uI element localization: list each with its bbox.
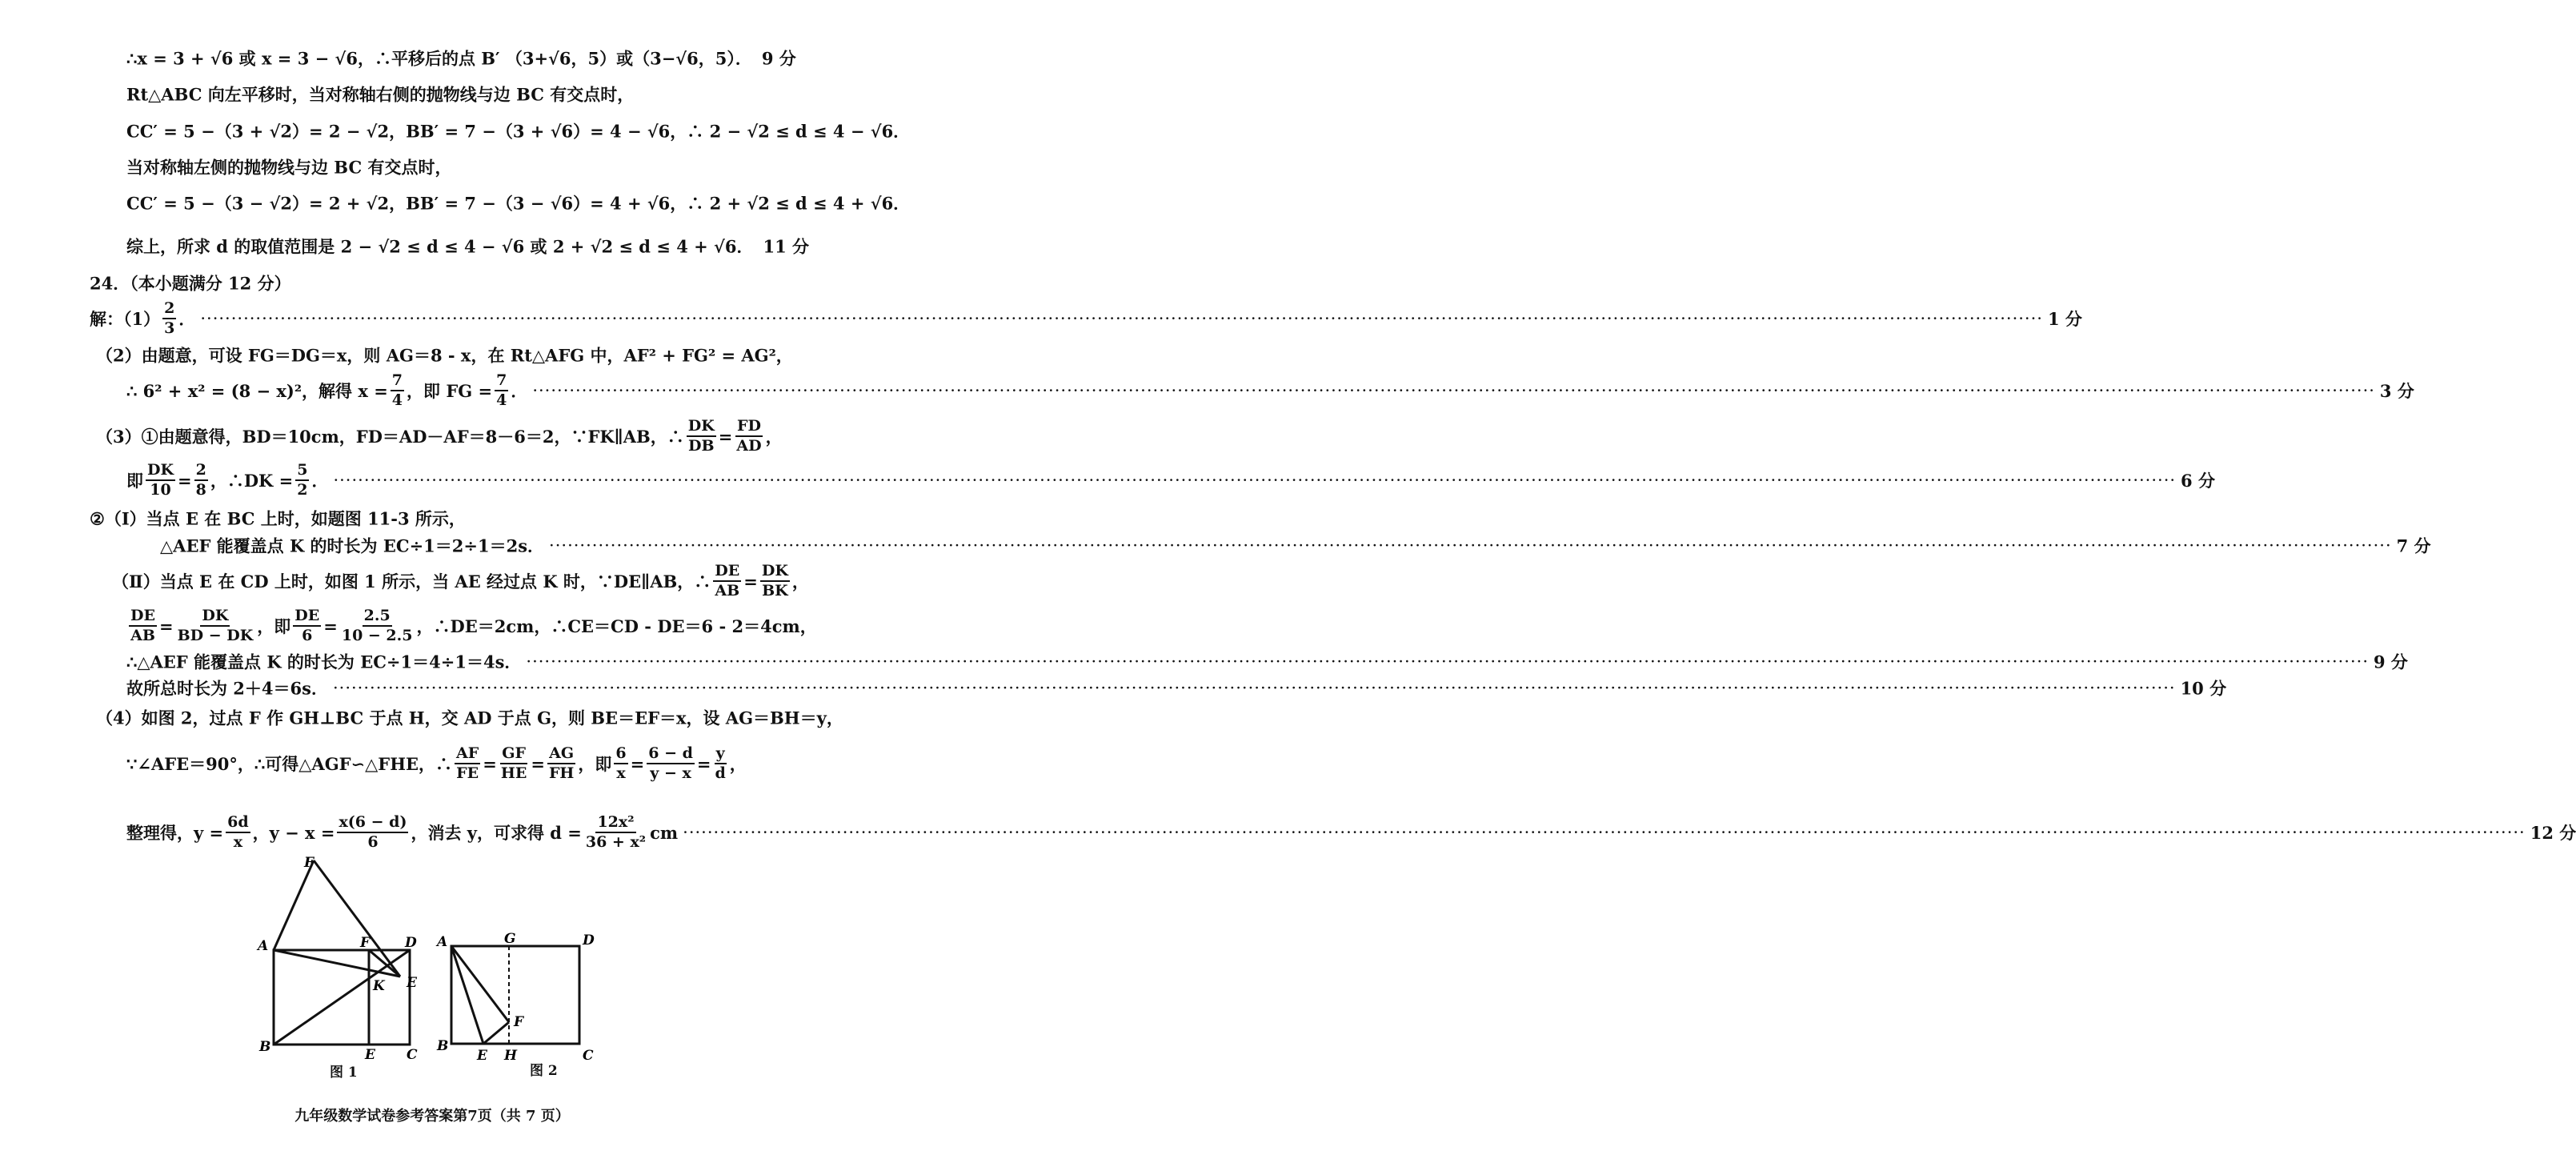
fraction: $\frac{AF}{FE}$: [456, 744, 479, 782]
fig2-label-H: H: [504, 1048, 518, 1064]
figure-1-caption: 图 1: [330, 1065, 358, 1081]
answer-line-l16: $\frac{DE}{AB}$ = $\frac{DK}{BD - DK}$ ，即 $\frac{DE}{6}$ = $\frac{2.5}{10 - 2.5}$ ，∴DE＝2cm，∴CE＝CD - DE＝6 - 2＝4cm，: [130, 607, 817, 644]
score-label: 9 分: [761, 48, 796, 69]
figure-2: [434, 930, 610, 1074]
answer-line-l20: ∵∠AFE＝90°，∴可得△AGF∽△FHE，∴ $\frac{AF}{FE}$ = $\frac{GF}{HE}$ = $\frac{AG}{FH}$ ，即 $\frac{6}{x}$ = $\frac{6 - d}{y - x}$ = $\frac{y}{d}$ ，: [126, 744, 747, 782]
fig1-label-B: B: [259, 1039, 271, 1055]
answer-line-l7: 24．（本小题满分 12 分）: [90, 273, 291, 294]
leader-dots: ············································································································································································································································································································: [683, 822, 2526, 842]
score-label: 9 分: [2374, 652, 2408, 672]
answer-line-l19: （4）如图 2，过点 F 作 GH⊥BC 于点 H，交 AD 于点 G，则 BE＝EF＝x，设 AG＝BH＝y，: [96, 708, 843, 728]
fig2-label-F: F: [514, 1014, 524, 1030]
fraction: $\frac{GF}{HE}$: [500, 744, 527, 782]
answer-line-l15: （Ⅱ）当点 E 在 CD 上时，如图 1 所示，当 AE 经过点 K 时，∵DE∥AB，∴ $\frac{DE}{AB}$ = $\frac{DK}{BK}$ ，: [112, 562, 809, 600]
fraction: $\frac{2.5}{10 - 2.5}$: [341, 607, 413, 644]
score-label: 6 分: [2181, 470, 2215, 491]
answer-line-l12: 即 $\frac{DK}{10}$ = $\frac{2}{8}$ ，∴DK = $\frac{5}{2}$ ． ············································································································································································································································································································ 6 分: [126, 461, 2215, 499]
fraction: $\frac{6 - d}{y - x}$: [648, 744, 693, 782]
page-footer: 九年级数学试卷参考答案第7页（共 7 页）: [294, 1108, 570, 1125]
leader-dots: ············································································································································································································································································································: [526, 652, 2369, 672]
fraction: $\frac{DE}{AB}$: [715, 562, 740, 600]
answer-line-l3: CC′ = 5 −（3 + √2）= 2 − √2，BB′ = 7 −（3 + √6）= 4 − √6，∴ 2 − √2 ≤ d ≤ 4 − √6．: [126, 121, 911, 142]
fraction: $\frac{6d}{x}$: [227, 813, 249, 851]
score-label: 1 分: [2047, 308, 2082, 329]
fraction: $\frac{DK}{DB}$: [687, 417, 715, 455]
fig1-line-FE: [314, 860, 400, 977]
answer-line-l2: Rt△ABC 向左平移时，当对称轴右侧的抛物线与边 BC 有交点时，: [126, 84, 635, 105]
fig1-line-AF: [274, 860, 314, 950]
figure-2-caption: 图 2: [530, 1063, 558, 1079]
fraction: $\frac{FD}{AD}$: [736, 417, 762, 455]
fraction: $\frac{7}{4}$: [391, 371, 403, 409]
fig1-label-E-bottom: E: [365, 1047, 375, 1063]
fraction: $\frac{5}{2}$: [297, 461, 308, 499]
score-label: 11 分: [763, 236, 809, 257]
answer-line-l21: 整理得，y = $\frac{6d}{x}$ ，y − x = $\frac{x(6 - d)}{6}$ ，消去 y，可求得 d = $\frac{\text{12x²}}{\text{36 + x²}}$ cm ············································································································································································································································································································ 12 分: [126, 813, 2576, 851]
fig2-label-A: A: [437, 934, 448, 950]
fig2-line-EF: [483, 1022, 509, 1044]
score-label: 7 分: [2396, 535, 2431, 556]
answer-line-l5: CC′ = 5 −（3 − √2）= 2 + √2，BB′ = 7 −（3 − √6）= 4 + √6，∴ 2 + √2 ≤ d ≤ 4 + √6．: [126, 193, 911, 214]
fig2-label-D: D: [583, 932, 595, 948]
fraction: $\frac{7}{4}$: [496, 371, 507, 409]
fraction: $\frac{2}{3}$: [164, 299, 175, 337]
answer-line-l9: （2）由题意，可设 FG＝DG＝x，则 AG＝8 - x，在 Rt△AFG 中，AF² + FG² = AG²，: [96, 345, 793, 366]
answer-line-l17: ∴△AEF 能覆盖点 K 的时长为 EC÷1＝4÷1＝4s． ············································································································································································································································································································ 9 分: [126, 652, 2408, 672]
fig1-label-C: C: [407, 1047, 418, 1063]
answer-line-l4: 当对称轴左侧的抛物线与边 BC 有交点时，: [126, 157, 452, 178]
score-label: 12 分: [2530, 822, 2576, 843]
answer-line-l14: △AEF 能覆盖点 K 的时长为 EC÷1＝2÷1＝2s． ············································································································································································································································································································ 7 分: [160, 535, 2431, 556]
score-label: 3 分: [2379, 380, 2414, 401]
fraction: $\frac{\text{12x²}}{\text{36 + x²}}$: [585, 813, 647, 851]
leader-dots: ············································································································································································································································································································: [532, 380, 2375, 400]
fig1-label-F: F: [360, 935, 371, 951]
fig1-label-E: E: [407, 975, 417, 991]
answer-line-l11: （3）①由题意得，BD＝10cm，FD＝AD－AF＝8－6＝2，∵FK∥AB，∴ $\frac{DK}{DB}$ = $\frac{FD}{AD}$ ，: [96, 417, 783, 455]
fig2-label-C: C: [583, 1048, 594, 1064]
fraction: $\frac{x(6 - d)}{6}$: [339, 813, 407, 851]
fig1-line-AE: [274, 950, 400, 977]
score-label: 10 分: [2180, 678, 2227, 699]
fraction: $\frac{DK}{BD - DK}$: [177, 607, 254, 644]
fig2-label-G: G: [504, 931, 516, 947]
fig2-label-B: B: [437, 1038, 449, 1054]
answer-line-l13: ②（Ⅰ）当点 E 在 BC 上时，如题图 11-3 所示，: [90, 508, 466, 529]
fraction: $\frac{y}{d}$: [715, 744, 726, 782]
fig1-label-F-top: F: [304, 855, 314, 871]
fraction: $\frac{DK}{10}$: [147, 461, 174, 499]
fraction: $\frac{2}{8}$: [195, 461, 206, 499]
answer-line-l6: 综上，所求 d 的取值范围是 2 − √2 ≤ d ≤ 4 − √6 或 2 + √2 ≤ d ≤ 4 + √6． 11 分: [126, 236, 809, 257]
fraction: $\frac{6}{x}$: [615, 744, 627, 782]
fraction: $\frac{DE}{AB}$: [130, 607, 155, 644]
answer-line-l8: 解：（1） $\frac{2}{3}$ ． ············································································································································································································································································································ 1 分: [90, 299, 2082, 337]
fig2-line-AF: [451, 946, 509, 1022]
fig1-label-A: A: [258, 938, 269, 954]
fraction: $\frac{DK}{BK}$: [761, 562, 788, 600]
fig1-label-K: K: [373, 978, 385, 994]
leader-dots: ············································································································································································································································································································: [200, 308, 2043, 328]
answer-line-l18: 故所总时长为 2＋4＝6s． ············································································································································································································································································································ 10 分: [126, 678, 2227, 699]
leader-dots: ············································································································································································································································································································: [549, 535, 2392, 555]
fig2-label-E: E: [477, 1048, 487, 1064]
fraction: $\frac{DE}{6}$: [294, 607, 320, 644]
answer-line-l1: ∴x = 3 + √6 或 x = 3 − √6，∴平移后的点 B′ （3+√6，5）或（3−√6，5）． 9 分: [126, 48, 796, 69]
answer-line-l10: ∴ 6² + x² = (8 − x)²，解得 x = $\frac{7}{4}$ ，即 FG = $\frac{7}{4}$ ． ············································································································································································································································································································ 3 分: [126, 371, 2414, 409]
leader-dots: ············································································································································································································································································································: [333, 470, 2177, 490]
leader-dots: ············································································································································································································································································································: [332, 678, 2176, 698]
fig2-line-AE: [451, 946, 483, 1044]
fraction: $\frac{AG}{FH}$: [548, 744, 575, 782]
fig1-label-D: D: [405, 935, 417, 951]
